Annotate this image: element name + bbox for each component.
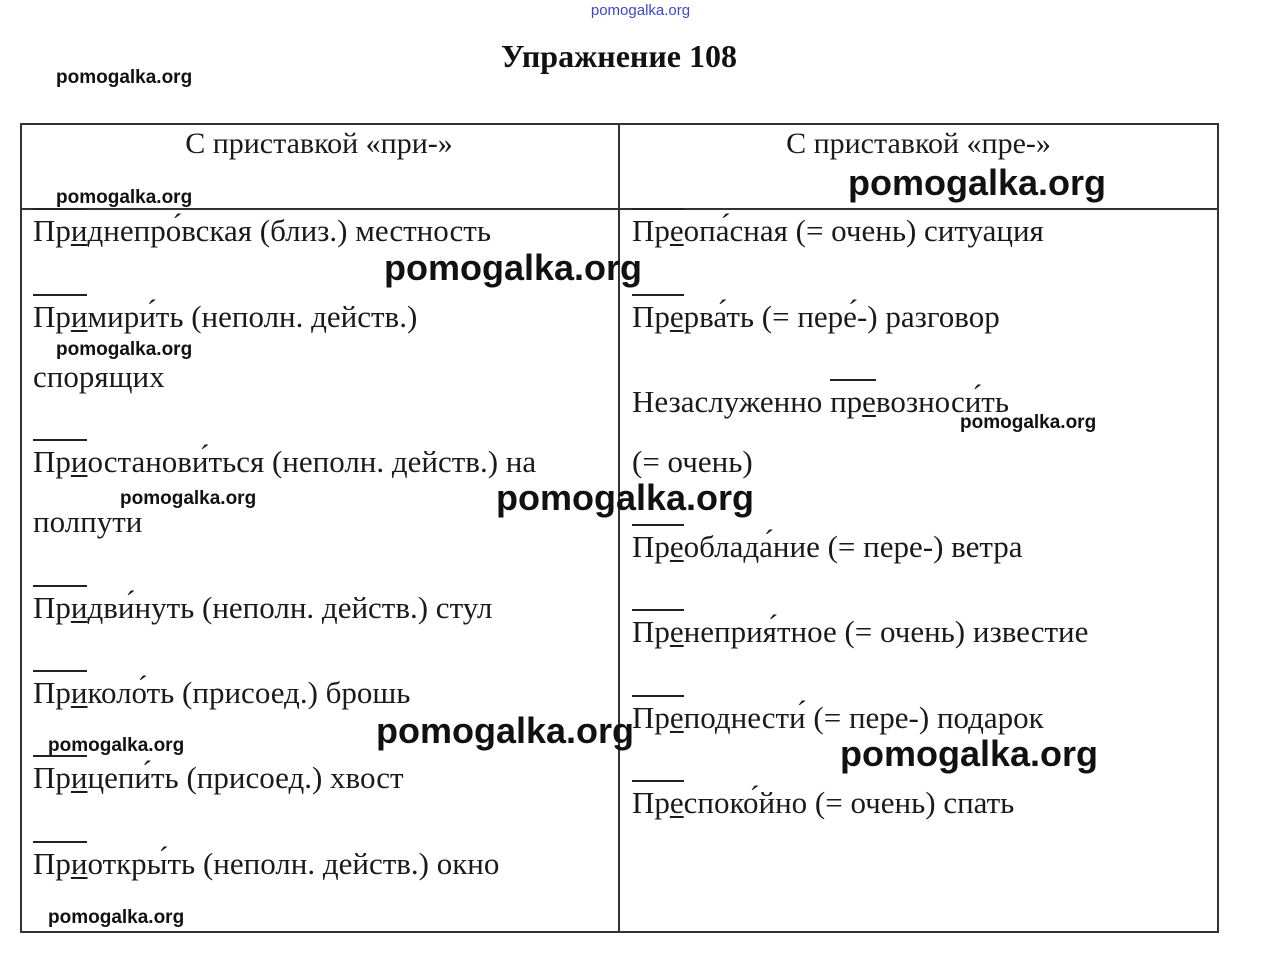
watermark-small: pomogalka.org <box>56 187 193 208</box>
prefix: Пре <box>632 614 684 649</box>
prefix: При <box>33 590 88 625</box>
prefix: пре <box>830 384 876 419</box>
watermark-small: pomogalka.org <box>56 339 193 360</box>
watermark-large: pomogalka.org <box>840 733 1099 774</box>
watermark-small: pomogalka.org <box>56 67 193 88</box>
left-row-4: Придви́нуть (неполн. действ.) стул <box>33 590 493 625</box>
right-row-7: Преспоко́йно (= очень) спать <box>632 785 1015 820</box>
prefix: Пре <box>632 213 684 248</box>
left-row-2: Примири́ть (неполн. действ.) <box>33 299 418 334</box>
left-row-6: Прицепи́ть (присоед.) хвост <box>33 760 404 795</box>
header-divider <box>20 208 1217 210</box>
watermark-large: pomogalka.org <box>496 477 755 518</box>
watermark-small: pomogalka.org <box>120 488 257 509</box>
prefix: При <box>33 760 88 795</box>
right-row-5: Пренеприя́тное (= очень) известие <box>632 614 1089 649</box>
left-row-7: Приоткры́ть (неполн. действ.) окно <box>33 846 500 881</box>
right-row-2: Прерва́ть (= пере́-) разговор <box>632 299 1000 334</box>
prefix: При <box>33 213 88 248</box>
left-row-1: Приднепро́вская (близ.) местность <box>33 213 491 248</box>
prefix: При <box>33 299 88 334</box>
column-header-pre: С приставкой «пре-» <box>786 127 1051 160</box>
watermark-large: pomogalka.org <box>848 162 1107 203</box>
column-divider <box>618 123 620 931</box>
prefix: При <box>33 675 88 710</box>
watermark-small: pomogalka.org <box>48 907 185 928</box>
right-row-6: Преподнести́ (= пере-) подарок <box>632 700 1044 735</box>
left-row-2-cont: спорящих <box>33 359 165 394</box>
watermark-small: pomogalka.org <box>960 412 1097 433</box>
prefix: При <box>33 846 88 881</box>
watermark-small: pomogalka.org <box>48 735 185 756</box>
column-header-pri: С приставкой «при-» <box>185 127 453 160</box>
prefix: При <box>33 444 88 479</box>
watermark-large: pomogalka.org <box>376 710 635 751</box>
right-row-4: Преоблада́ние (= пере-) ветра <box>632 529 1023 564</box>
prefix: Пре <box>632 700 684 735</box>
left-row-3: Приостанови́ться (неполн. действ.) на <box>33 444 537 479</box>
watermark-large: pomogalka.org <box>384 247 643 288</box>
page-title: Упражнение 108 <box>500 38 737 74</box>
watermark-top[interactable]: pomogalka.org <box>590 2 691 19</box>
left-row-3-cont: полпути <box>33 504 143 539</box>
right-row-3: Незаслуженно превозноси́ть <box>632 384 1009 419</box>
prefix: Пре <box>632 785 684 820</box>
right-row-3-cont: (= очень) <box>632 444 753 479</box>
prefix: Пре <box>632 299 684 334</box>
right-row-1: Преопа́сная (= очень) ситуация <box>632 213 1044 248</box>
prefix: Пре <box>632 529 684 564</box>
left-row-5: Приколо́ть (присоед.) брошь <box>33 675 411 710</box>
